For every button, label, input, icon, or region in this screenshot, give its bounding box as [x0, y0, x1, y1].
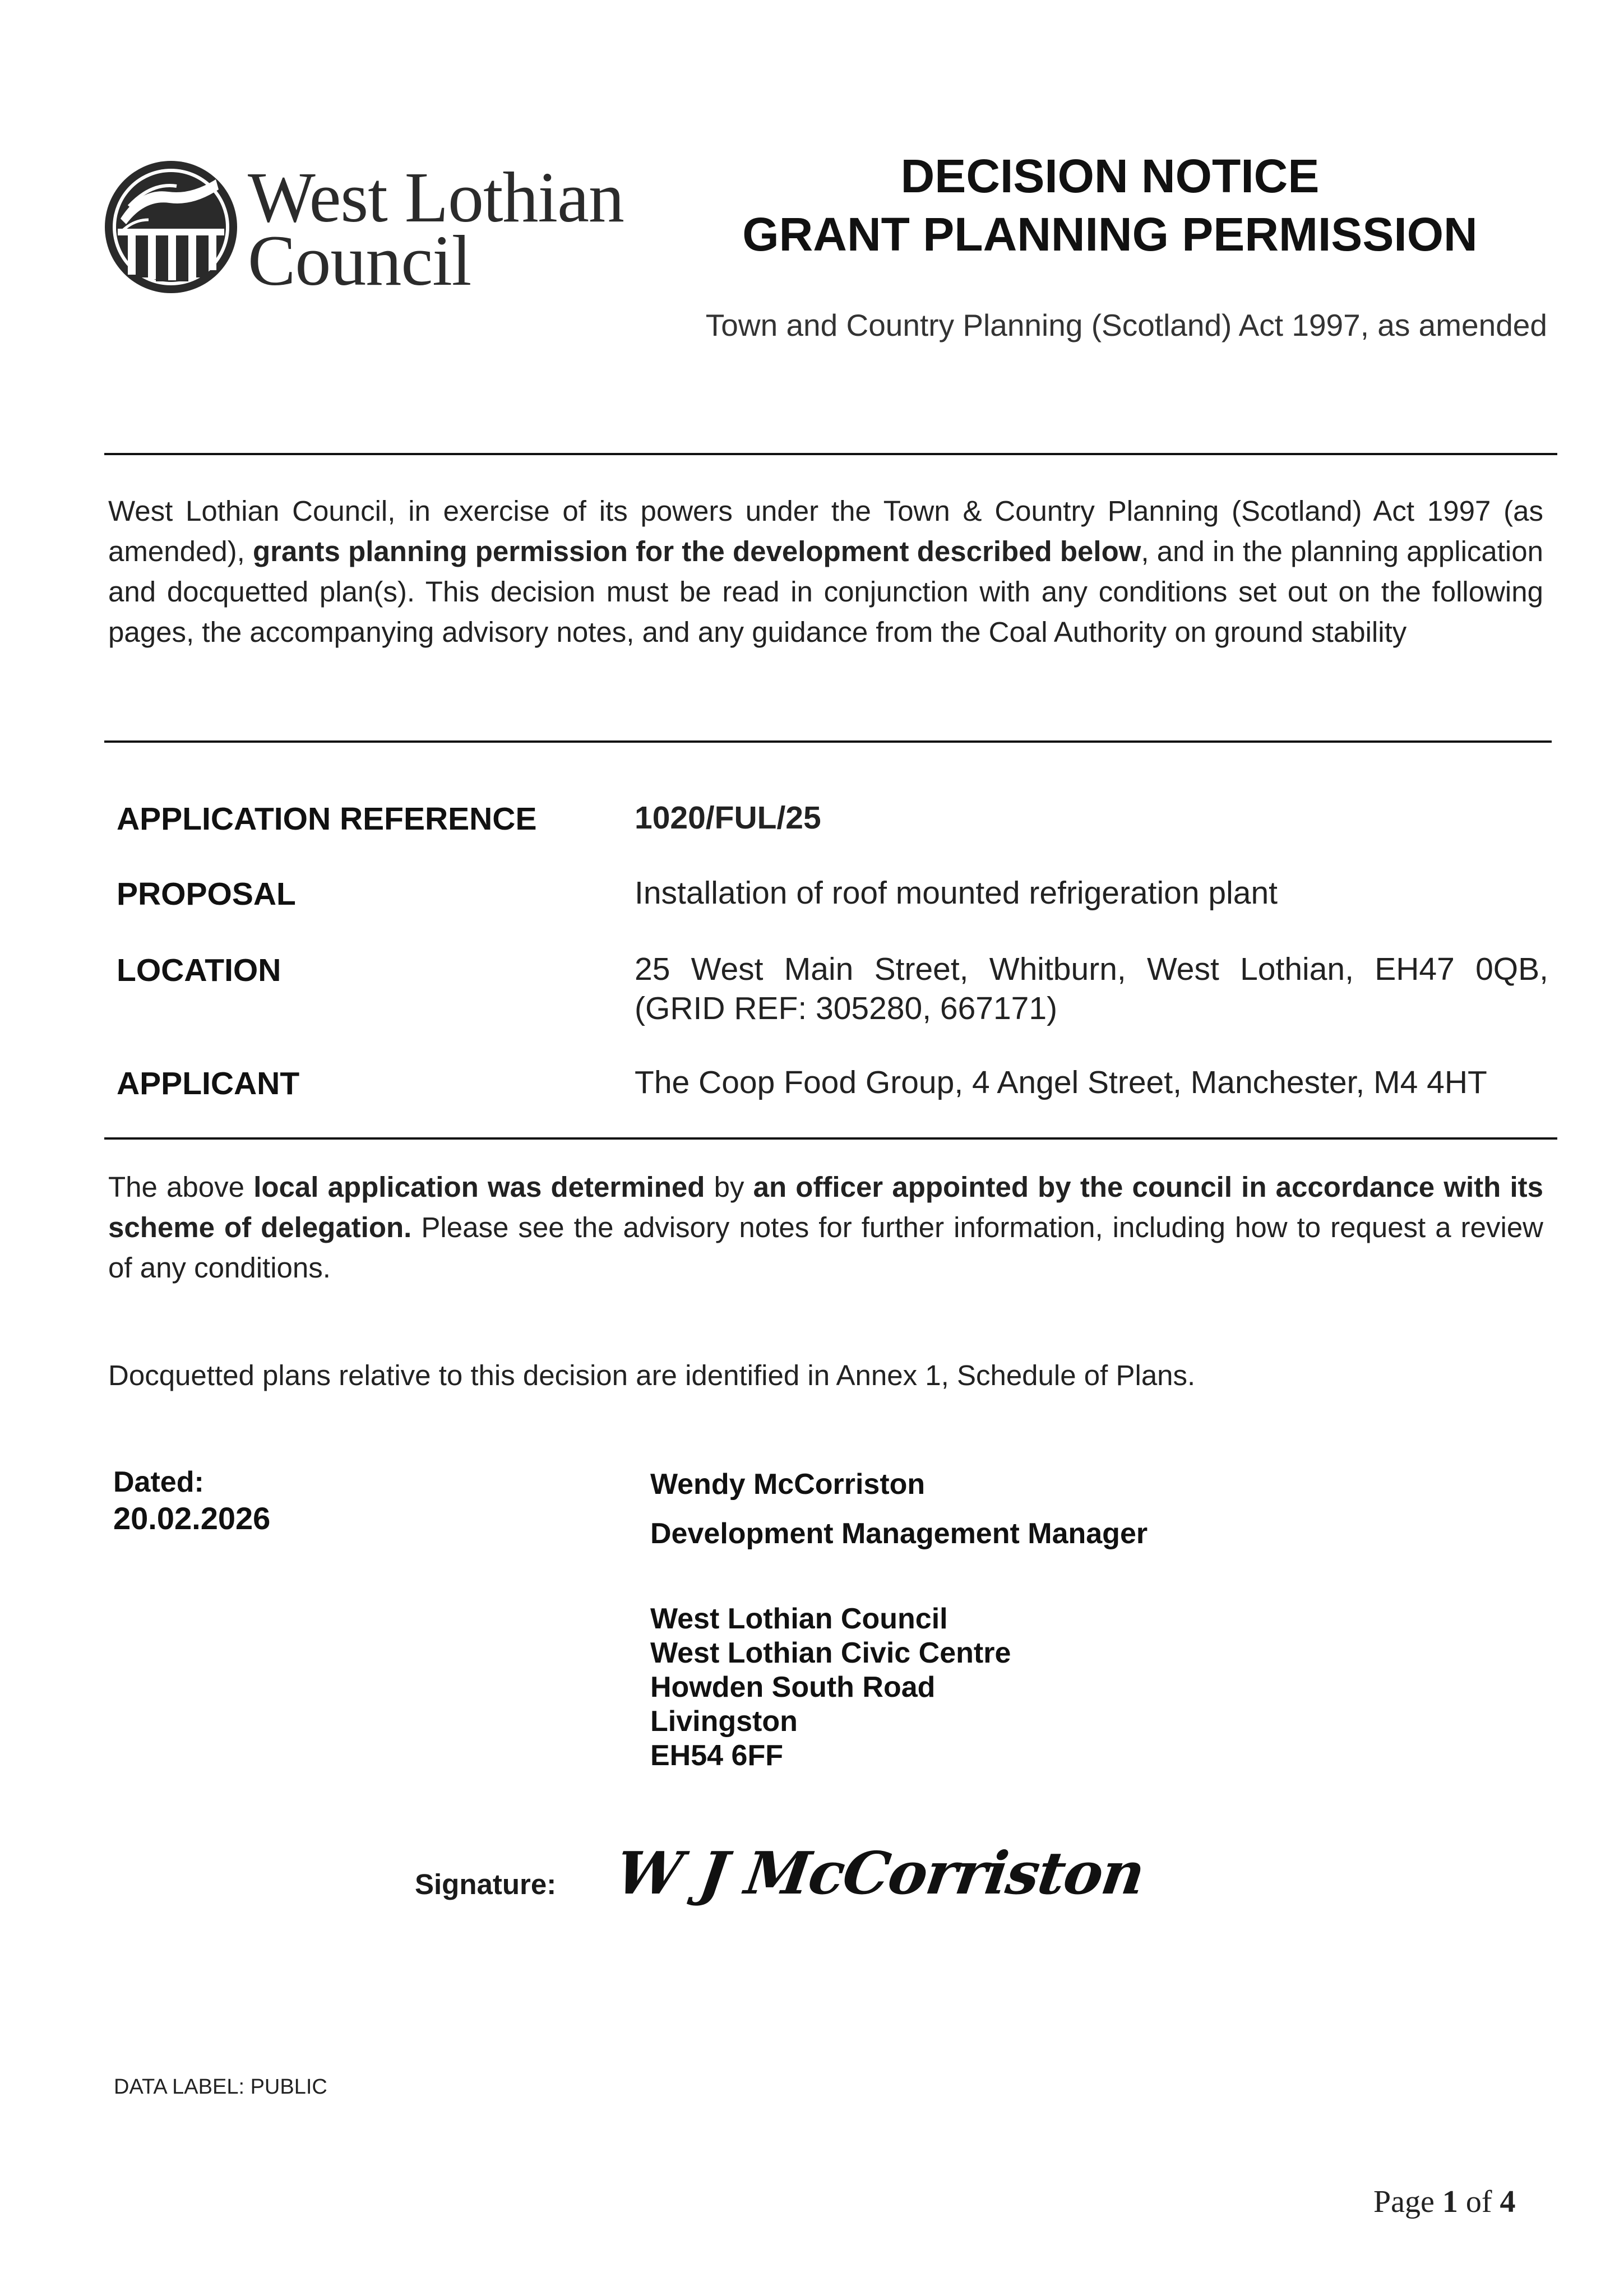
location-label: LOCATION [117, 952, 281, 988]
applicant-label: APPLICANT [117, 1066, 300, 1101]
page-prefix: Page [1373, 2184, 1442, 2219]
address-line: West Lothian Civic Centre [650, 1637, 1011, 1669]
handwritten-signature [612, 1833, 1149, 1917]
title-line-1: DECISION NOTICE [900, 150, 1320, 202]
logo-text-line1: West Lothian [248, 158, 624, 237]
signature-label: Signature: [415, 1868, 557, 1900]
dated-value: 20.02.2026 [113, 1501, 271, 1536]
page-current: 1 [1442, 2184, 1458, 2219]
document-title [639, 147, 1581, 263]
logo-text-line2: Council [248, 221, 471, 300]
location-line-2: (GRID REF: 305280, 667171) [635, 990, 1058, 1026]
reference-label: APPLICATION REFERENCE [117, 801, 537, 837]
determination-bold-2: an officer appointed by the council in accordance with its scheme of delegation. [108, 1171, 1543, 1243]
intro-text-cont: , and in the planning application and docquetted plan(s). This decision must be read in conjunction with any conditions set out on the following pages, the accompanying advisory notes, and any guidance from the Coal Authority on ground stability [108, 535, 1543, 648]
address-line: West Lothian Council [650, 1603, 948, 1635]
applicant-value: The Coop Food Group, 4 Angel Street, Manchester, M4 4HT [635, 1064, 1487, 1100]
reference-value: 1020/FUL/25 [635, 800, 821, 836]
address-line: Howden South Road [650, 1671, 936, 1704]
divider [104, 1137, 1557, 1140]
address-line: Livingston [650, 1705, 798, 1738]
determination-text: The above [108, 1171, 254, 1203]
proposal-label: PROPOSAL [117, 876, 296, 912]
intro-bold-text: grants planning permission for the development described below [253, 535, 1141, 567]
council-logo [101, 157, 624, 300]
page-number [1373, 2184, 1516, 2220]
determination-paragraph [108, 1167, 1543, 1288]
signature-text: W J McCorriston [612, 1839, 1149, 1908]
officer-title: Development Management Manager [650, 1517, 1148, 1550]
determination-bold-1: local application was determined [253, 1171, 705, 1203]
address-line: EH54 6FF [650, 1739, 783, 1772]
location-line-1: 25 West Main Street, Whitburn, West Lothian, EH47 0QB, [635, 951, 1548, 987]
page-total: 4 [1500, 2184, 1516, 2219]
determination-text: by [705, 1171, 753, 1203]
act-reference: Town and Country Planning (Scotland) Act 1997, as amended [705, 308, 1547, 342]
intro-text: West Lothian Council, in exercise of its powers under the Town & Country Planning (Scotland) Act 1997 (as amended), [108, 495, 1543, 567]
proposal-value: Installation of roof mounted refrigeration plant [635, 875, 1278, 911]
docquetted-plans-note: Docquetted plans relative to this decision are identified in Annex 1, Schedule of Plans. [108, 1359, 1196, 1391]
council-crest-icon [101, 157, 624, 300]
divider [104, 740, 1552, 743]
council-address [650, 1602, 1011, 1773]
determination-text: Please see the advisory notes for further information, including how to request a review of any conditions. [108, 1211, 1544, 1284]
location-value [635, 950, 1548, 1028]
intro-paragraph [108, 491, 1543, 652]
dated-label: Dated: [113, 1466, 204, 1498]
divider [104, 453, 1557, 455]
title-line-2: GRANT PLANNING PERMISSION [742, 208, 1478, 261]
data-classification-label: DATA LABEL: PUBLIC [114, 2075, 327, 2099]
page-of: of [1458, 2184, 1500, 2219]
officer-name: Wendy McCorriston [650, 1468, 926, 1501]
